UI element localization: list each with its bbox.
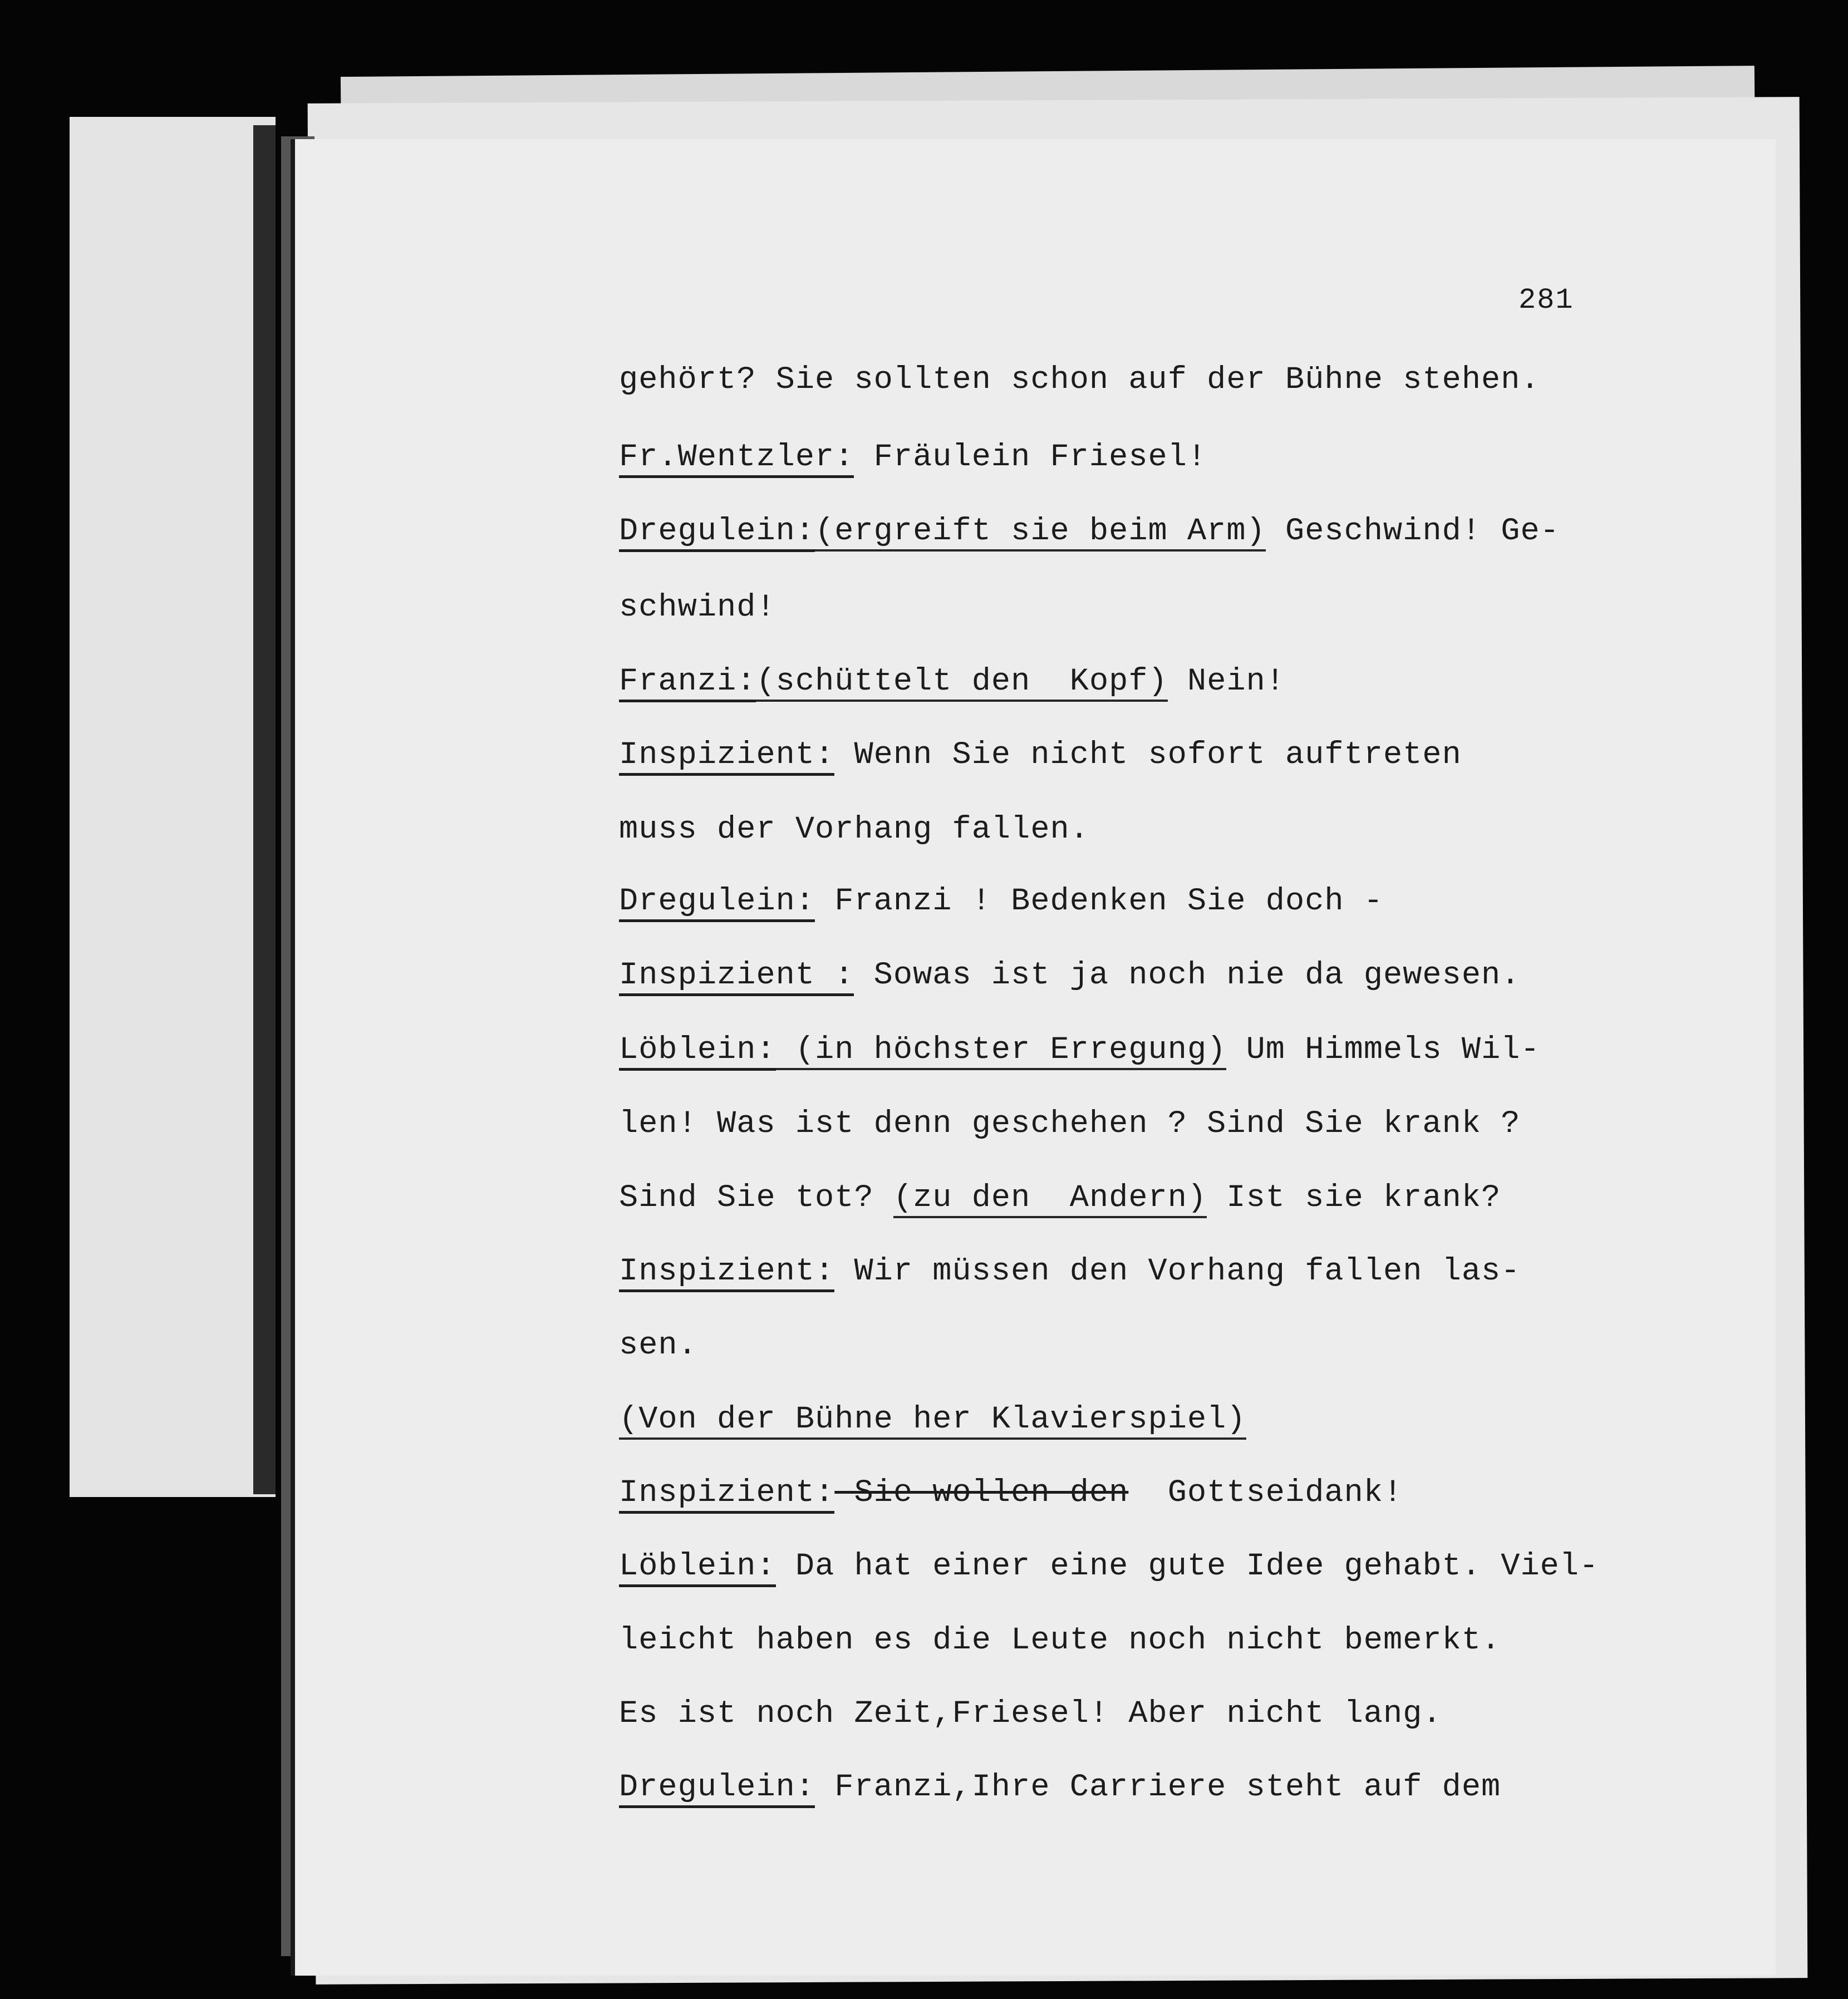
script-line: gehört? Sie sollten schon auf der Bühne stehen. [619, 362, 1540, 398]
strip-shadow [253, 125, 276, 1494]
script-line: Dregulein: Franzi,Ihre Carriere steht auf dem [619, 1768, 1501, 1807]
speaker-name: Inspizient: [619, 1254, 834, 1292]
script-line: Löblein: Da hat einer eine gute Idee gehabt. Viel- [619, 1547, 1599, 1586]
script-line: schwind! [619, 590, 776, 626]
script-line: leicht haben es die Leute noch nicht bemerkt. [619, 1623, 1501, 1658]
script-line: muss der Vorhang fallen. [619, 812, 1089, 848]
script-line: Inspizient : Sowas ist ja noch nie da gewesen. [619, 956, 1520, 995]
script-line: Dregulein: Franzi ! Bedenken Sie doch - [619, 882, 1383, 921]
page-number: 281 [1518, 284, 1574, 317]
script-line: Franzi:(schüttelt den Kopf) Nein! [619, 662, 1285, 701]
script-line: Sind Sie tot? (zu den Andern) Ist sie krank? [619, 1179, 1501, 1218]
struck-text: Sie wollen den [834, 1475, 1129, 1511]
speaker-name: Inspizient: [619, 737, 834, 776]
script-line: sen. [619, 1328, 697, 1363]
script-line: Dregulein:(ergreift sie beim Arm) Geschwind! Ge- [619, 512, 1560, 551]
script-line: len! Was ist denn geschehen ? Sind Sie krank ? [619, 1106, 1521, 1142]
stage-direction: (schüttelt den Kopf) [756, 664, 1167, 702]
stage-direction: (Von der Bühne her Klavierspiel) [619, 1402, 1246, 1440]
speaker-name: Inspizient : [619, 958, 854, 996]
script-line: Inspizient: Wenn Sie nicht sofort auftreten [619, 736, 1462, 775]
stage-direction: (zu den Andern) [893, 1180, 1207, 1218]
stage-direction: (ergreift sie beim Arm) [815, 514, 1266, 552]
speaker-name: Dregulein: [619, 884, 815, 922]
speaker-name: Inspizient: [619, 1475, 834, 1514]
left-paper-strip [70, 117, 276, 1497]
script-line [619, 1400, 1246, 1439]
speaker-name: Löblein: [619, 1549, 776, 1587]
speaker-name: Fr.Wentzler: [619, 440, 854, 478]
speaker-name: Dregulein: [619, 1770, 815, 1808]
script-line: Inspizient: Sie wollen den Gottseidank! [619, 1474, 1403, 1513]
script-line: Es ist noch Zeit,Friesel! Aber nicht lang. [619, 1696, 1442, 1732]
script-line: Fr.Wentzler: Fräulein Friesel! [619, 438, 1207, 477]
stage-direction: (in höchster Erregung) [776, 1032, 1227, 1070]
speaker-name: Dregulein: [619, 514, 815, 552]
speaker-name: Löblein: [619, 1032, 776, 1071]
script-line: Löblein: (in höchster Erregung) Um Himmels Wil- [619, 1031, 1540, 1070]
speaker-name: Franzi: [619, 664, 756, 702]
script-line: Inspizient: Wir müssen den Vorhang fallen las- [619, 1252, 1520, 1291]
